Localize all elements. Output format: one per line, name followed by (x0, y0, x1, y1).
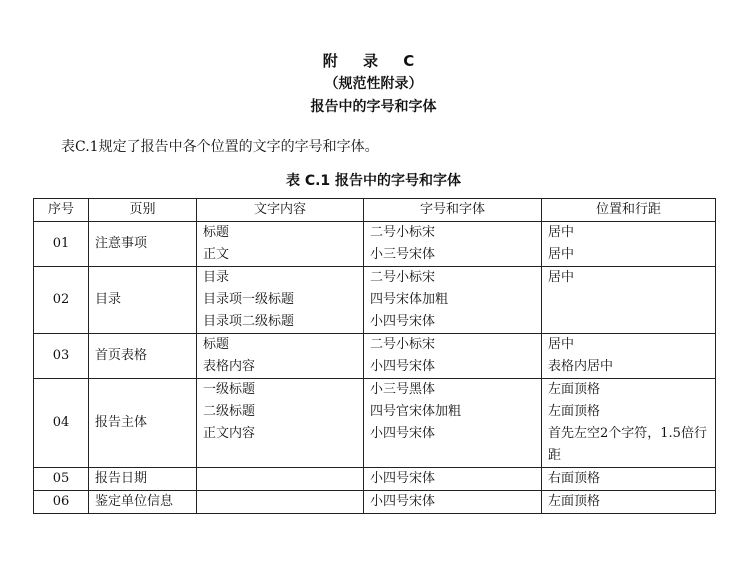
position-cell (542, 491, 716, 514)
page-section: 报告日期 (89, 468, 197, 491)
row-number: 04 (34, 379, 89, 468)
font-item: 四号官宋体加粗 (370, 404, 462, 419)
position-cell (542, 222, 716, 267)
font-item: 二号小标宋 (370, 270, 436, 285)
appendix-topic: 报告中的字号和字体 (310, 99, 437, 115)
position-item: 居中 (548, 225, 575, 240)
intro-paragraph: 表C.1规定了报告中各个位置的文字的字号和字体。 (61, 139, 379, 155)
font-cell (364, 222, 542, 267)
row-number: 02 (34, 267, 89, 334)
page-section: 目录 (89, 267, 197, 334)
text-content-cell (197, 222, 364, 267)
font-item: 小三号宋体 (370, 247, 436, 262)
position-item: 左面顶格 (548, 494, 601, 509)
font-item: 小四号宋体 (370, 426, 436, 441)
position-cell (542, 267, 716, 334)
table-row (34, 379, 716, 468)
text-content-item: 二级标题 (203, 404, 256, 419)
row-number: 06 (34, 491, 89, 514)
font-item: 四号宋体加粗 (370, 292, 449, 307)
font-item: 二号小标宋 (370, 337, 436, 352)
position-item: 居中 (548, 270, 575, 285)
position-cell (542, 334, 716, 379)
font-item: 小四号宋体 (370, 471, 436, 486)
position-item: 左面顶格 (548, 382, 601, 397)
page-section: 报告主体 (89, 379, 197, 468)
position-cell (542, 468, 716, 491)
page-section: 鉴定单位信息 (89, 491, 197, 514)
text-content-cell (197, 491, 364, 514)
font-cell (364, 334, 542, 379)
header-cell: 页别 (89, 199, 197, 222)
font-cell (364, 491, 542, 514)
header-cell: 文字内容 (197, 199, 364, 222)
font-item: 小四号宋体 (370, 494, 436, 509)
font-cell (364, 267, 542, 334)
table-row (34, 468, 716, 491)
table-row (34, 491, 716, 514)
header-cell: 位置和行距 (542, 199, 716, 222)
text-content-item: 一级标题 (203, 382, 256, 397)
position-cell (542, 379, 716, 468)
appendix-title: 附 录 C (322, 52, 425, 70)
font-item: 小三号黑体 (370, 382, 436, 397)
text-content-cell (197, 267, 364, 334)
font-cell (364, 468, 542, 491)
text-content-item: 目录项一级标题 (203, 292, 295, 307)
text-content-item: 目录 (203, 270, 230, 285)
text-content-cell (197, 334, 364, 379)
font-item: 二号小标宋 (370, 225, 436, 240)
table-row (34, 267, 716, 334)
table-caption: 表 C.1 报告中的字号和字体 (285, 173, 462, 189)
position-item: 首先左空2个字符，1.5倍行距 (548, 426, 707, 463)
table-row (34, 334, 716, 379)
header-cell: 序号 (34, 199, 89, 222)
text-content-item: 表格内容 (203, 359, 256, 374)
table-row (34, 222, 716, 267)
table-header-row (34, 199, 716, 222)
text-content-item: 标题 (203, 337, 230, 352)
font-item: 小四号宋体 (370, 359, 436, 374)
row-number: 01 (34, 222, 89, 267)
text-content-item: 标题 (203, 225, 230, 240)
page-section: 首页表格 (89, 334, 197, 379)
position-item: 居中 (548, 337, 575, 352)
font-item: 小四号宋体 (370, 314, 436, 329)
row-number: 03 (34, 334, 89, 379)
text-content-item: 目录项二级标题 (203, 314, 295, 329)
text-content-cell (197, 468, 364, 491)
font-cell (364, 379, 542, 468)
text-content-item: 正文 (203, 247, 230, 262)
header-cell: 字号和字体 (364, 199, 542, 222)
position-item: 右面顶格 (548, 471, 601, 486)
position-item: 表格内居中 (548, 359, 614, 374)
text-content-item: 正文内容 (203, 426, 256, 441)
row-number: 05 (34, 468, 89, 491)
appendix-type: （规范性附录） (324, 76, 423, 92)
position-item: 居中 (548, 247, 575, 262)
page-section: 注意事项 (89, 222, 197, 267)
font-spec-table (33, 198, 716, 514)
text-content-cell (197, 379, 364, 468)
position-item: 左面顶格 (548, 404, 601, 419)
